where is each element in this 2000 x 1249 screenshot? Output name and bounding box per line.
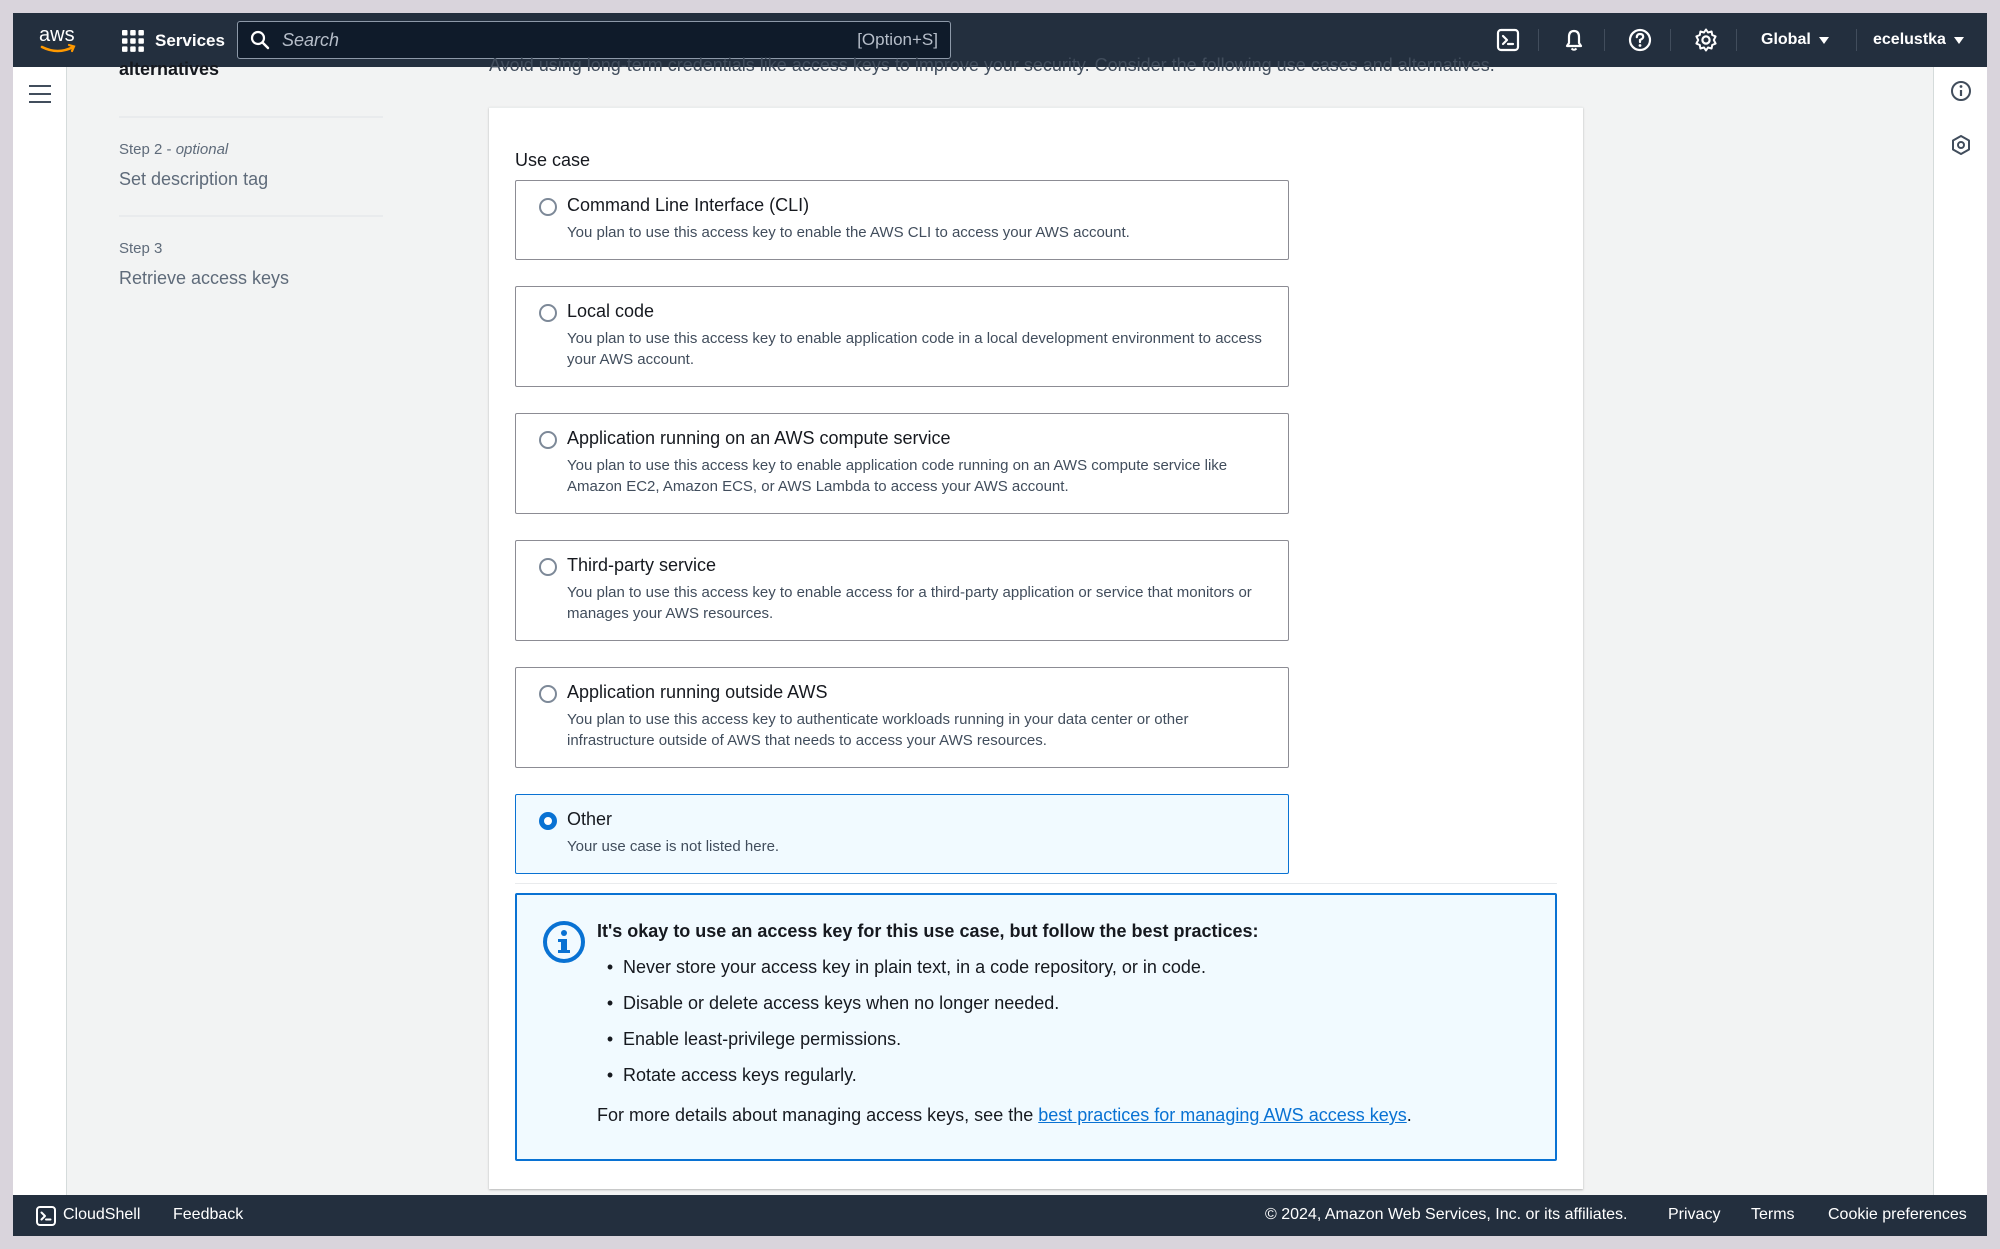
option-outside-aws[interactable]	[515, 667, 1289, 768]
option-description: You plan to use this access key to enable the AWS CLI to access your AWS account.	[567, 224, 1130, 241]
menu-icon[interactable]	[29, 85, 51, 103]
option-other[interactable]	[515, 794, 1289, 874]
radio-button-selected[interactable]	[539, 812, 557, 830]
step-divider	[119, 116, 383, 118]
option-third-party[interactable]	[515, 540, 1289, 641]
nav-separator	[1856, 29, 1857, 51]
bell-icon[interactable]	[1561, 27, 1587, 53]
terms-link[interactable]: Terms	[1751, 1206, 1795, 1223]
option-description: You plan to use this access key to enable access for a third-party application or service that monitors or manages your AWS resources.	[567, 584, 1252, 622]
search-shortcut-hint: [Option+S]	[857, 30, 938, 49]
region-label: Global	[1761, 31, 1811, 48]
cookie-preferences-link[interactable]: Cookie preferences	[1828, 1206, 1967, 1223]
region-selector[interactable]	[1761, 29, 1829, 51]
step-divider	[119, 215, 383, 217]
radio-button[interactable]	[539, 558, 557, 576]
radio-button[interactable]	[539, 431, 557, 449]
nav-separator	[1736, 29, 1737, 51]
caret-down-icon	[1819, 37, 1829, 44]
option-aws-compute[interactable]	[515, 413, 1289, 514]
step-2-title[interactable]: Set description tag	[119, 169, 269, 189]
browser-window	[13, 13, 1987, 1236]
search-input[interactable]	[282, 30, 857, 51]
alert-bullet: • Never store your access key in plain text, in a code repository, or in code.	[597, 957, 1206, 978]
intro-text-partial: Avoid using long-term credentials like access keys to improve your security. Consider the following use cases and alternatives.	[489, 55, 1495, 75]
cloudshell-link[interactable]: CloudShell	[63, 1206, 141, 1223]
alert-bullet: • Rotate access keys regularly.	[597, 1065, 857, 1086]
nav-separator	[1670, 29, 1671, 51]
account-menu[interactable]	[1873, 29, 1964, 51]
alert-more-details: For more details about managing access keys, see the best practices for managing AWS access keys.	[597, 1105, 1412, 1125]
option-title: Third-party service	[567, 555, 717, 575]
help-icon[interactable]	[1627, 27, 1653, 53]
option-description: Your use case is not listed here.	[567, 838, 780, 855]
alert-heading: It's okay to use an access key for this use case, but follow the best practices:	[597, 921, 1259, 941]
radio-button[interactable]	[539, 304, 557, 322]
account-label: ecelustka	[1873, 31, 1946, 48]
best-practices-link[interactable]: best practices for managing AWS access keys	[1038, 1105, 1407, 1125]
search-icon	[250, 30, 270, 50]
info-alert	[515, 893, 1557, 1161]
option-local-code[interactable]	[515, 286, 1289, 387]
option-description: You plan to use this access key to enable application code running on an AWS compute service like Amazon EC2, Amazon ECS, or AWS Lambda to access your AWS account.	[567, 457, 1228, 495]
footer	[13, 1195, 1987, 1236]
step-2-number: Step 2 - optional	[119, 141, 229, 158]
radio-button[interactable]	[539, 685, 557, 703]
aws-logo[interactable]	[37, 23, 79, 57]
optional-label: optional	[175, 141, 229, 158]
services-menu-button[interactable]	[121, 27, 225, 55]
option-description: You plan to use this access key to enable application code in a local development environment to access your AWS account.	[567, 330, 1262, 368]
gear-icon[interactable]	[1693, 27, 1719, 53]
radio-button[interactable]	[539, 198, 557, 216]
option-description: You plan to use this access key to authenticate workloads running in your data center or other infrastructure outside of AWS that needs to access your AWS resources.	[567, 711, 1189, 749]
nav-separator	[1538, 29, 1539, 51]
grid-icon	[121, 29, 145, 53]
aws-logo-text: aws	[39, 24, 75, 46]
alert-bullet: • Disable or delete access keys when no longer needed.	[597, 993, 1059, 1014]
step-3-number: Step 3	[119, 240, 163, 257]
copyright-text: © 2024, Amazon Web Services, Inc. or its affiliates.	[1265, 1206, 1628, 1223]
panel-divider	[515, 883, 1557, 884]
option-cli[interactable]	[515, 180, 1289, 260]
privacy-link[interactable]: Privacy	[1668, 1206, 1721, 1223]
nav-separator	[1604, 29, 1605, 51]
right-rail	[1933, 67, 1987, 1208]
step-3-title: Retrieve access keys	[119, 268, 290, 288]
services-label: Services	[155, 31, 225, 50]
option-title: Application running outside AWS	[567, 682, 828, 702]
option-title: Other	[567, 809, 613, 829]
caret-down-icon	[1954, 37, 1964, 44]
use-case-panel	[489, 107, 1583, 1189]
alert-bullet: • Enable least-privilege permissions.	[597, 1029, 901, 1050]
cloudshell-icon[interactable]	[35, 1205, 57, 1227]
info-circle-icon	[542, 920, 586, 964]
search-bar[interactable]	[237, 21, 951, 59]
use-case-label: Use case	[515, 150, 591, 170]
option-title: Application running on an AWS compute service	[567, 428, 951, 448]
feedback-link[interactable]: Feedback	[173, 1206, 244, 1223]
info-icon[interactable]	[1950, 80, 1972, 102]
option-title: Local code	[567, 301, 655, 321]
left-rail	[13, 67, 67, 1208]
cloudshell-icon[interactable]	[1495, 27, 1521, 53]
hexagon-icon[interactable]	[1950, 134, 1972, 156]
option-title: Command Line Interface (CLI)	[567, 195, 810, 215]
step-1-title-partial: alternatives	[119, 59, 220, 79]
intro-text-clip	[489, 55, 1599, 89]
